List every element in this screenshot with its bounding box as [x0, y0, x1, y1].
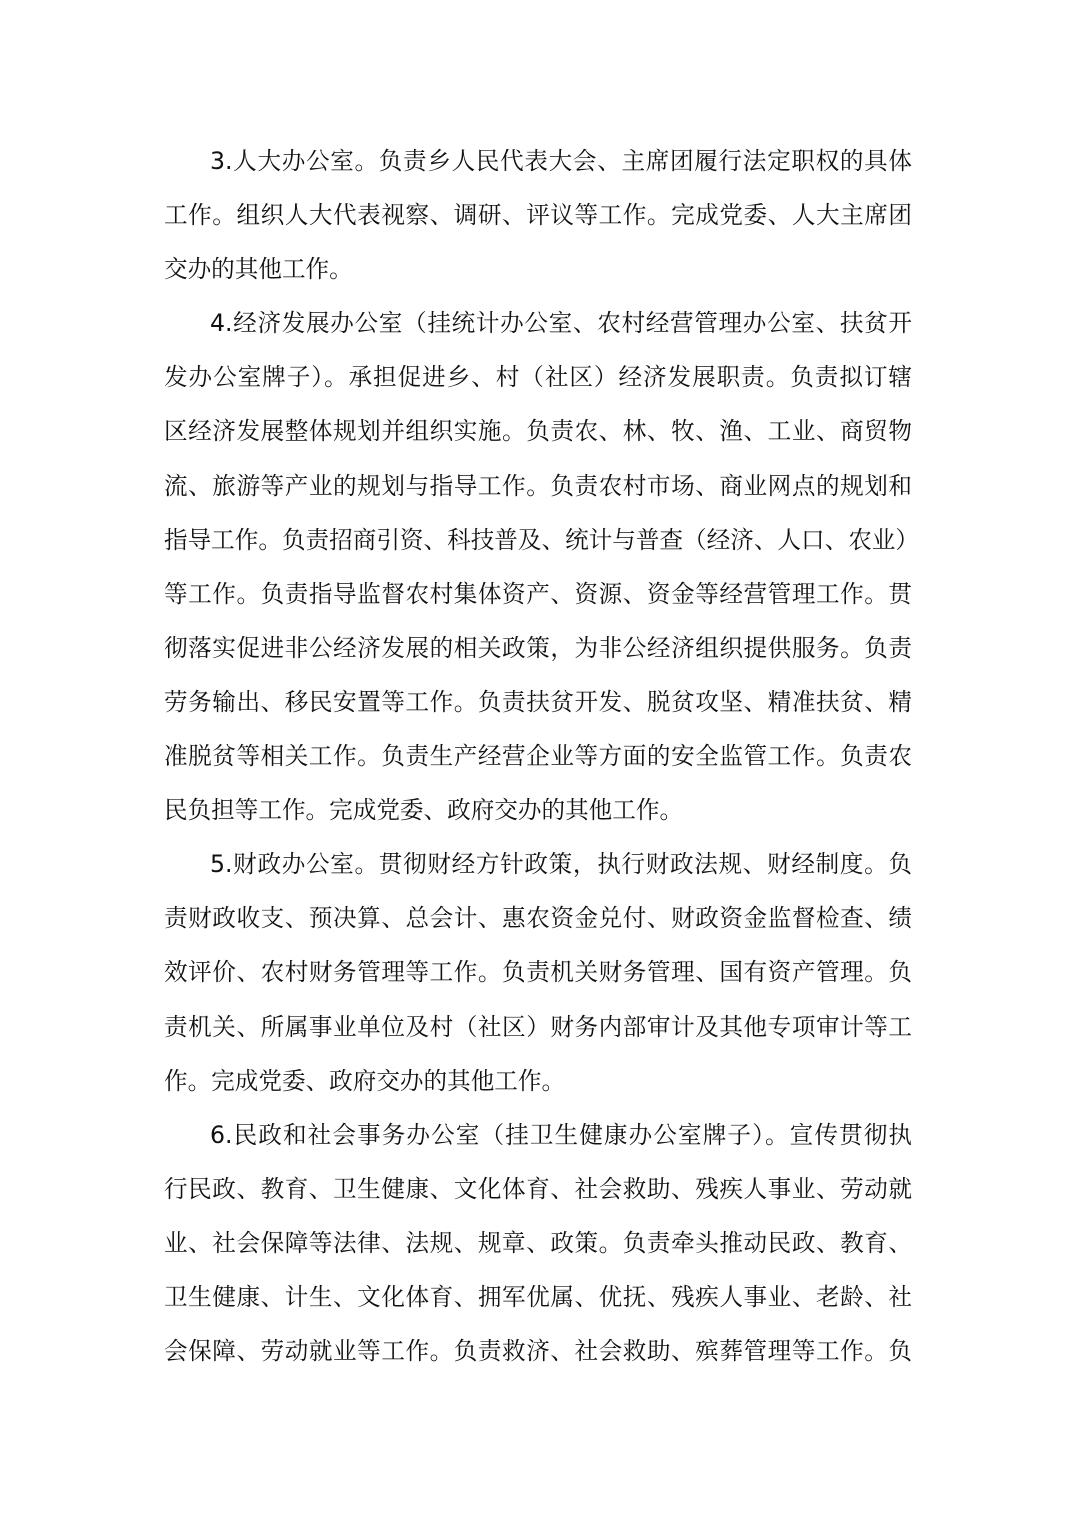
paragraph-2-line: 彻落实促进非公经济发展的相关政策，为非公经济组织提供服务。负责 [164, 633, 912, 662]
paragraph-2-line: 劳务输出、移民安置等工作。负责扶贫开发、脱贫攻坚、精准扶贫、精 [164, 687, 912, 716]
paragraph-4-line: 卫生健康、计生、文化体育、拥军优属、优抚、残疾人事业、老龄、社 [164, 1282, 912, 1311]
paragraph-2-line: 区经济发展整体规划并组织实施。负责农、林、牧、渔、工业、商贸物 [164, 417, 912, 446]
paragraph-1-line: 交办的其他工作。 [164, 255, 353, 284]
paragraph-4-line: 行民政、教育、卫生健康、文化体育、社会救助、残疾人事业、劳动就 [164, 1174, 912, 1203]
paragraph-4-line: 会保障、劳动就业等工作。负责救济、社会救助、殡葬管理等工作。负 [164, 1337, 912, 1366]
paragraph-3-line: 5.财政办公室。贯彻财经方针政策，执行财政法规、财经制度。负 [210, 850, 912, 879]
paragraph-3-line: 效评价、农村财务管理等工作。负责机关财务管理、国有资产管理。负 [164, 958, 912, 987]
paragraph-2-line: 准脱贫等相关工作。负责生产经营企业等方面的安全监管工作。负责农 [164, 742, 912, 771]
paragraph-4-line: 6.民政和社会事务办公室（挂卫生健康办公室牌子）。宣传贯彻执 [210, 1120, 912, 1149]
paragraph-1-line: 工作。组织人大代表视察、调研、评议等工作。完成党委、人大主席团 [164, 201, 912, 230]
paragraph-1-line: 3.人大办公室。负责乡人民代表大会、主席团履行法定职权的具体 [210, 147, 912, 175]
paragraph-3-line: 作。完成党委、政府交办的其他工作。 [164, 1066, 566, 1095]
paragraph-2-line: 发办公室牌子）。承担促进乡、村（社区）经济发展职责。负责拟订辖 [164, 363, 912, 392]
document-body [164, 134, 919, 1378]
paragraph-3-line: 责机关、所属事业单位及村（社区）财务内部审计及其他专项审计等工 [164, 1012, 912, 1041]
paragraph-2-line: 民负担等工作。完成党委、政府交办的其他工作。 [164, 796, 684, 825]
paragraph-3-line: 责财政收支、预决算、总会计、惠农资金兑付、财政资金监督检查、绩 [164, 904, 912, 933]
paragraph-2-line: 流、旅游等产业的规划与指导工作。负责农村市场、商业网点的规划和 [164, 471, 912, 500]
paragraph-2-line: 指导工作。负责招商引资、科技普及、统计与普查（经济、人口、农业） [164, 525, 919, 554]
paragraph-4-line: 业、社会保障等法律、法规、规章、政策。负责牵头推动民政、教育、 [164, 1228, 912, 1257]
paragraph-2-line: 等工作。负责指导监督农村集体资产、资源、资金等经营管理工作。贯 [164, 579, 912, 608]
paragraph-2-line: 4.经济发展办公室（挂统计办公室、农村经营管理办公室、扶贫开 [210, 309, 912, 338]
